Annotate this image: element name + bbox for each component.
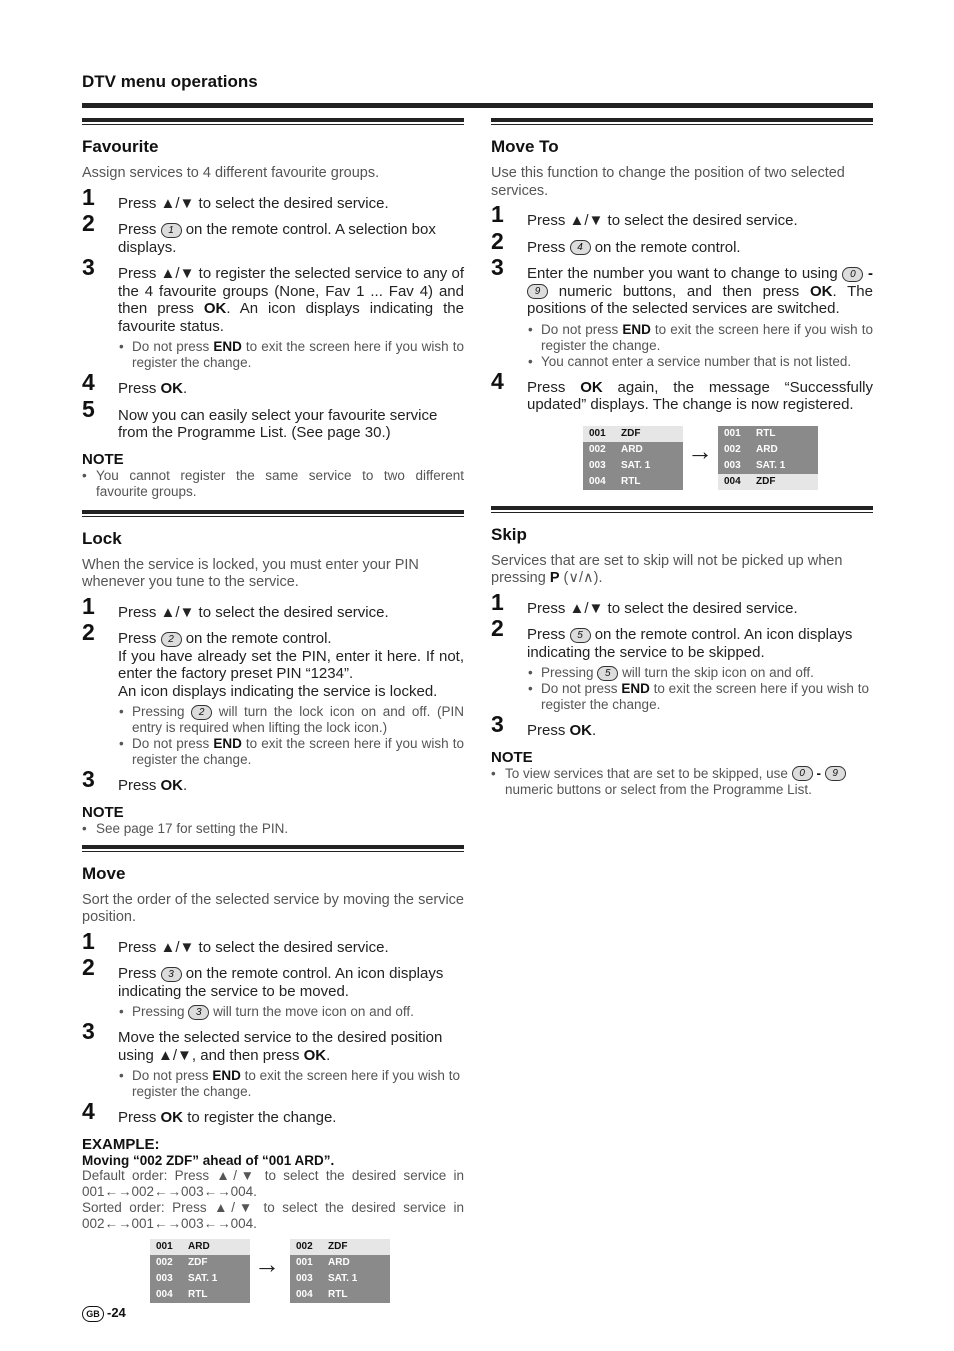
channel-name: ZDF (621, 428, 641, 439)
moveto-example-tables (491, 426, 873, 502)
bullet-list (527, 322, 873, 370)
step-number: 4 (82, 369, 95, 395)
channel-number: 004 (296, 1289, 313, 1300)
table-row (718, 474, 818, 490)
section-rule (491, 118, 873, 125)
table-row (583, 474, 683, 490)
step-text: Press ▲/▼ to select the desired service. (527, 599, 798, 617)
bullet-item: • Pressing 2 will turn the lock icon on and off. (PIN entry is required when lifting the lock icon.) (118, 704, 464, 736)
remote-button-5-icon: 5 (597, 666, 618, 681)
step-number: 2 (82, 619, 95, 645)
lock-step-3: 3 Press OK. (82, 766, 188, 794)
channel-number: 004 (156, 1289, 173, 1300)
page-number: -24 (107, 1305, 126, 1320)
table-row (290, 1287, 390, 1303)
channel-number: 002 (296, 1241, 313, 1252)
channel-number: 001 (724, 428, 741, 439)
bullet-list (118, 339, 464, 371)
favourite-step-2 (82, 210, 464, 256)
example-subheading: Moving “002 ZDF” ahead of “001 ARD”. (82, 1152, 335, 1168)
table-row (290, 1255, 390, 1271)
step-number: 1 (491, 588, 504, 615)
gb-badge: GB (82, 1306, 104, 1322)
step-text: Press ▲/▼ to register the selected service to any of the 4 favourite groups (None, Fav 1 ... Fav 4) and then press (118, 265, 464, 317)
remote-button-3-icon: 3 (161, 967, 182, 982)
channel-table-before (150, 1239, 250, 1303)
channel-name: SAT. 1 (328, 1273, 358, 1284)
section-rule (82, 510, 464, 517)
channel-name: RTL (756, 428, 776, 439)
channel-name: ARD (621, 444, 643, 455)
ok-label: OK (203, 300, 227, 317)
step-number: 1 (82, 183, 95, 210)
table-row (290, 1239, 390, 1255)
bullet-item: • You cannot enter a service number that is not listed. (527, 354, 873, 370)
lock-step-2: 2 Press 2 on the remote control. If you have already set the PIN, enter it here. If not, enter the factory preset PIN “1234”. An icon displays indicating the service is locked. • Pressing 2 will turn the lock icon on and off. (PIN entry is required when lifting the lock icon.) • Do not press END to exit the screen here if you wish to register the change. (82, 630, 464, 768)
channel-name: ZDF (328, 1241, 348, 1252)
step-number: 3 (82, 254, 95, 280)
channel-table-after (290, 1239, 390, 1303)
bullet-item: • Pressing 5 will turn the skip icon on and off. (527, 665, 873, 681)
move-step-3: 3 Move the selected service to the desired position using ▲/▼, and then press OK. • Do not press END to exit the screen here if you wish to register the change. (82, 1029, 464, 1100)
moveto-section (491, 118, 873, 502)
skip-title: Skip (491, 524, 527, 544)
page-footer (82, 1305, 126, 1322)
channel-number: 003 (724, 460, 741, 471)
channel-name: ZDF (756, 476, 776, 487)
table-row (718, 426, 818, 442)
step-number: 3 (82, 766, 95, 792)
table-row (583, 458, 683, 474)
step-number: 1 (491, 201, 504, 227)
step-text: Press (118, 221, 157, 238)
table-row (718, 442, 818, 458)
channel-name: ZDF (188, 1257, 208, 1268)
remote-button-2-icon: 2 (161, 632, 182, 647)
skip-desc: Services that are set to skip will not be picked up when pressing P (∨/∧). (491, 552, 843, 586)
remote-button-9-icon: 9 (527, 284, 548, 299)
table-row (718, 458, 818, 474)
step-number: 3 (491, 711, 504, 737)
remote-button-5-icon: 5 (570, 628, 591, 643)
step-number: 2 (82, 954, 95, 980)
skip-note-heading: NOTE (491, 748, 533, 766)
favourite-step-1 (82, 183, 464, 213)
channel-number: 003 (156, 1273, 173, 1284)
remote-button-3-icon: 3 (188, 1005, 209, 1020)
skip-step-3: 3 Press OK. (491, 711, 597, 739)
favourite-step-5 (82, 395, 464, 442)
step-number: 3 (82, 1018, 95, 1044)
move-step-1 (82, 927, 464, 957)
example-default-order: Default order: Press ▲/▼ to select the desired service in 001←→002←→003←→004. (82, 1167, 464, 1199)
lock-desc: When the service is locked, you must enter your PIN whenever you tune to the service. (82, 556, 419, 590)
lock-note-heading: NOTE (82, 803, 124, 821)
bullet-item: • Do not press END to exit the screen here if you wish to register the change. (527, 681, 873, 713)
step-number: 1 (82, 927, 95, 954)
move-section (82, 845, 464, 1309)
section-rule (82, 845, 464, 852)
favourite-desc: Assign services to 4 different favourite groups. (82, 165, 380, 181)
channel-name: ARD (188, 1241, 210, 1252)
moveto-step-2: 2 Press 4 on the remote control. (491, 227, 741, 256)
channel-number: 003 (296, 1273, 313, 1284)
bullet-item: • Do not press END to exit the screen here if you wish to register the change. (118, 736, 464, 768)
channel-name: RTL (188, 1289, 208, 1300)
bullet-item: • Pressing 3 will turn the move icon on and off. (118, 1004, 464, 1020)
favourite-step-3 (82, 254, 464, 371)
right-arrow-icon: → (687, 435, 713, 466)
step-number: 1 (82, 592, 95, 619)
table-row (150, 1239, 250, 1255)
step-number: 2 (82, 210, 95, 236)
bullet-item: • Do not press END to exit the screen here if you wish to register the change. (527, 322, 873, 354)
table-row (583, 426, 683, 442)
channel-name: ARD (328, 1257, 350, 1268)
right-column (491, 118, 873, 798)
step-text: Press ▲/▼ to select the desired service. (118, 194, 389, 212)
moveto-title: Move To (491, 137, 559, 156)
section-rule (82, 118, 464, 125)
example-heading: EXAMPLE: (82, 1135, 160, 1153)
step-text: Press ▲/▼ to select the desired service. (118, 603, 389, 621)
step-number: 2 (491, 227, 504, 254)
favourite-section (82, 118, 464, 500)
remote-button-9-icon: 9 (825, 766, 846, 781)
remote-button-0-icon: 0 (842, 267, 863, 282)
channel-table-after (718, 426, 818, 490)
favourite-note: • You cannot register the same service to two different favourite groups. (82, 468, 464, 500)
lock-section (82, 510, 464, 837)
bullet-list (527, 665, 873, 713)
lock-note: • See page 17 for setting the PIN. (82, 821, 464, 837)
lock-step-1 (82, 592, 464, 622)
step-text: Now you can easily select your favourite service from the Programme List. (See page 30.) (118, 406, 438, 441)
header-rule (82, 103, 873, 108)
table-row (290, 1271, 390, 1287)
step-number: 2 (491, 615, 504, 641)
moveto-step-4: 4 Press OK again, the message “Successfully updated” displays. The change is now registered. (491, 367, 873, 413)
channel-number: 004 (589, 476, 606, 487)
move-desc: Sort the order of the selected service by moving the service position. (82, 891, 464, 925)
section-rule (491, 506, 873, 513)
channel-number: 004 (724, 476, 741, 487)
move-step-2: 2 Press 3 on the remote control. An icon displays indicating the service to be moved. • Pressing 3 will turn the move icon on and off. (82, 965, 464, 1020)
right-arrow-icon: → (254, 1248, 280, 1279)
step-text: . An icon displays indicating the favourite status. (118, 300, 464, 335)
bullet-item: • Do not press END to exit the screen here if you wish to register the change. (118, 339, 464, 371)
step-text: Press ▲/▼ to select the desired service. (527, 212, 798, 229)
remote-button-0-icon: 0 (792, 766, 813, 781)
table-row (150, 1271, 250, 1287)
skip-section (491, 506, 873, 798)
channel-name: SAT. 1 (756, 460, 786, 471)
step-number: 3 (491, 254, 504, 280)
bullet-item: • Do not press END to exit the screen here if you wish to register the change. (118, 1068, 464, 1100)
channel-number: 001 (296, 1257, 313, 1268)
skip-note: • To view services that are set to be skipped, use 0 - 9 numeric buttons or select from the Programme List. (491, 766, 873, 798)
remote-button-1-icon: 1 (161, 223, 182, 238)
channel-number: 002 (724, 444, 741, 455)
bullet-list (118, 704, 464, 768)
skip-step-2: 2 Press 5 on the remote control. An icon displays indicating the service to be skipped. • Pressing 5 will turn the skip icon on and off. • Do not press END to exit the screen here if you wish to register the change. (491, 626, 873, 713)
favourite-title: Favourite (82, 137, 159, 156)
move-step-4: 4 Press OK to register the change. (82, 1098, 337, 1126)
left-column (82, 118, 464, 1309)
channel-number: 001 (156, 1241, 173, 1252)
step-text: Press ▲/▼ to select the desired service. (118, 938, 389, 956)
channel-number: 001 (589, 428, 606, 439)
move-title: Move (82, 863, 126, 883)
remote-button-4-icon: 4 (570, 240, 591, 255)
channel-name: ARD (756, 444, 778, 455)
step-text: on the remote control. A selection box displays. (118, 221, 436, 256)
step-number: 4 (491, 367, 504, 394)
table-row (150, 1255, 250, 1271)
table-row (583, 442, 683, 458)
channel-name: RTL (621, 476, 641, 487)
moveto-desc: Use this function to change the position of two selected services. (491, 165, 845, 199)
page-header: DTV menu operations (82, 72, 258, 91)
skip-step-1 (491, 588, 873, 618)
moveto-step-1 (491, 201, 873, 230)
channel-number: 002 (156, 1257, 173, 1268)
channel-name: SAT. 1 (188, 1273, 218, 1284)
table-row (150, 1287, 250, 1303)
remote-button-2-icon: 2 (191, 705, 212, 720)
channel-name: SAT. 1 (621, 460, 651, 471)
channel-number: 002 (589, 444, 606, 455)
channel-name: RTL (328, 1289, 348, 1300)
channel-number: 003 (589, 460, 606, 471)
step-number: 4 (82, 1098, 95, 1124)
favourite-step-4: 4 Press OK. (82, 369, 188, 397)
step-number: 5 (82, 395, 95, 422)
channel-table-before (583, 426, 683, 490)
move-example-tables (82, 1239, 464, 1309)
bullet-list (118, 1004, 464, 1020)
favourite-note-heading: NOTE (82, 450, 124, 468)
lock-title: Lock (82, 528, 122, 548)
moveto-step-3: 3 Enter the number you want to change to using 0 - 9 numeric buttons, and then press OK. The positions of the selected services are switched. • Do not press END to exit the screen here if you wish to register the change. • You cannot enter a service number that is not listed. (491, 265, 873, 370)
example-sorted-order: Sorted order: Press ▲/▼ to select the desired service in 002←→001←→003←→004. (82, 1199, 464, 1231)
bullet-list (118, 1068, 464, 1100)
